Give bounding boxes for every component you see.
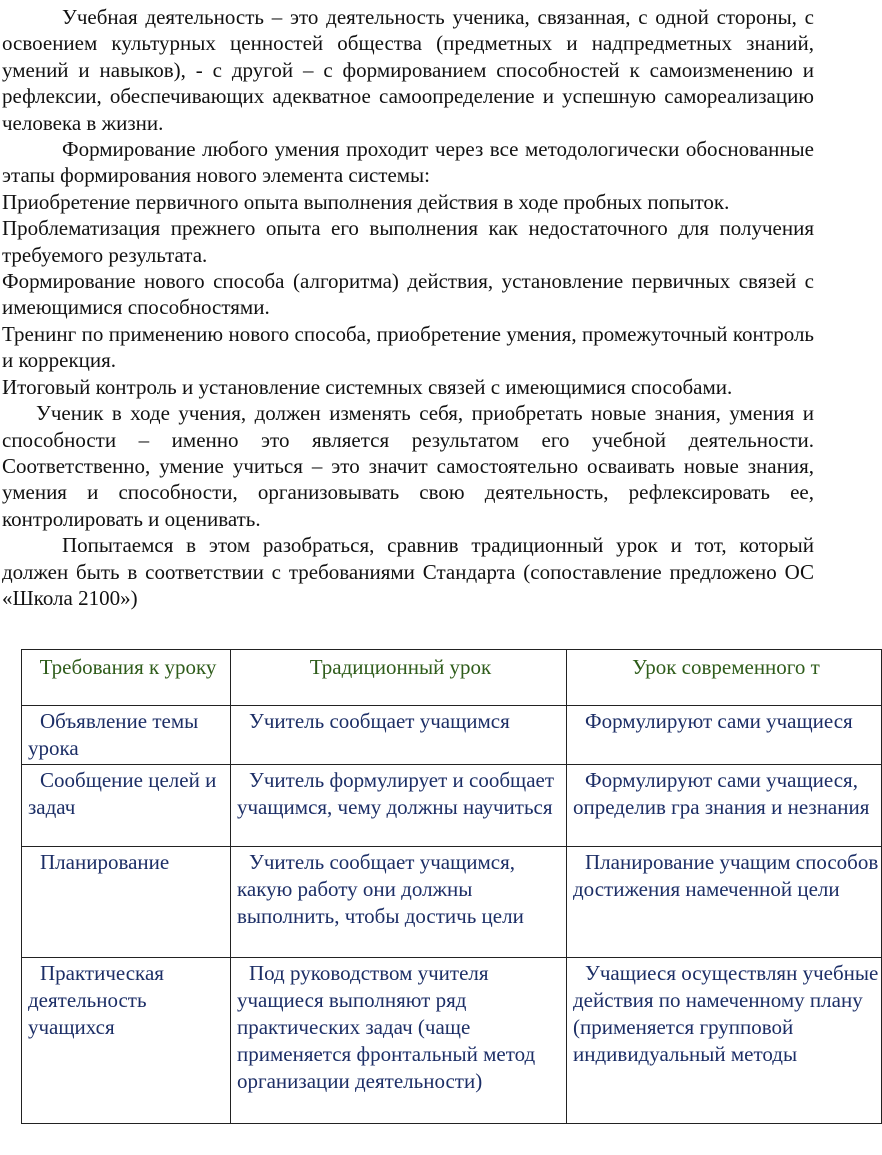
comparison-table (21, 649, 882, 1124)
table-cell: Планирование (22, 847, 231, 958)
table-cell: Учитель формулирует и сообщает учащимся, чему должны научиться (231, 765, 567, 847)
paragraph-comparison-intro: Попытаемся в этом разобраться, сравнив традиционный урок и тот, который должен быть в соответствии с требованиями Стандарта (сопоставление предложено ОС «Школа 2100») (2, 533, 814, 610)
comparison-table-wrapper (21, 649, 879, 1129)
table-row (22, 958, 882, 1124)
header-modern-lesson: Урок современного т (567, 650, 882, 706)
table-header-row (22, 650, 882, 706)
table-cell: Учитель сообщает учащимся (231, 706, 567, 765)
stage-item-1: Приобретение первичного опыта выполнения действия в ходе пробных попыток. (2, 189, 730, 214)
table-row (22, 847, 882, 958)
paragraph-student-learning: Ученик в ходе учения, должен изменять себя, приобретать новые знания, умения и способности – именно это является результатом его учебной деятельности. Соответственно, умение учиться – это значит самостоятельно осваивать новые знания, умения и способности, организовывать свою деятельность, рефлексировать ее, контролировать и оценивать. (2, 401, 814, 531)
stage-item-2: Проблематизация прежнего опыта его выполнения как недостаточного для получения требуемого результата. (2, 216, 814, 267)
table-cell: Формулируют сами учащиеся (567, 706, 882, 765)
table-cell: Планирование учащим способов достижения намеченной цели (567, 847, 882, 958)
stage-item-4: Тренинг по применению нового способа, приобретение умения, промежуточный контроль и коррекция. (2, 321, 814, 373)
table-cell: Учащиеся осуществлян учебные действия по намеченному плану (применяется групповой индивидуальный методы (567, 958, 882, 1124)
header-traditional-lesson: Традиционный урок (231, 650, 567, 706)
table-cell: Практическая деятельность учащихся (22, 958, 231, 1124)
stage-item-3: Формирование нового способа (алгоритма) действия, установление первичных связей с имеющимися способностями. (2, 269, 814, 320)
header-requirements: Требования к уроку (22, 650, 231, 706)
table-cell: Под руководством учителя учащиеся выполняют ряд практических задач (чаще применяется фронтальный метод организации деятельности) (231, 958, 567, 1124)
stage-item-5: Итоговый контроль и установление системных связей с имеющимися способами. (2, 374, 733, 399)
table-row (22, 765, 882, 847)
document-text (2, 4, 814, 611)
table-row (22, 706, 882, 765)
table-cell: Сообщение целей и задач (22, 765, 231, 847)
table-cell: Формулируют сами учащиеся, определив гра знания и незнания (567, 765, 882, 847)
paragraph-skill-formation: Формирование любого умения проходит через все методологически обоснованные этапы формирования нового элемента системы: (2, 137, 814, 188)
table-cell: Учитель сообщает учащимся, какую работу они должны выполнить, чтобы достичь цели (231, 847, 567, 958)
table-cell: Объявление темы урока (22, 706, 231, 765)
paragraph-learning-activity: Учебная деятельность – это деятельность ученика, связанная, с одной стороны, с освоением культурных ценностей общества (предметных и надпредметных знаний, умений и навыков), - с другой – с формированием способностей к самоизменению и рефлексии, обеспечивающих адекватное самоопределение и успешную самореализацию человека в жизни. (2, 5, 814, 135)
